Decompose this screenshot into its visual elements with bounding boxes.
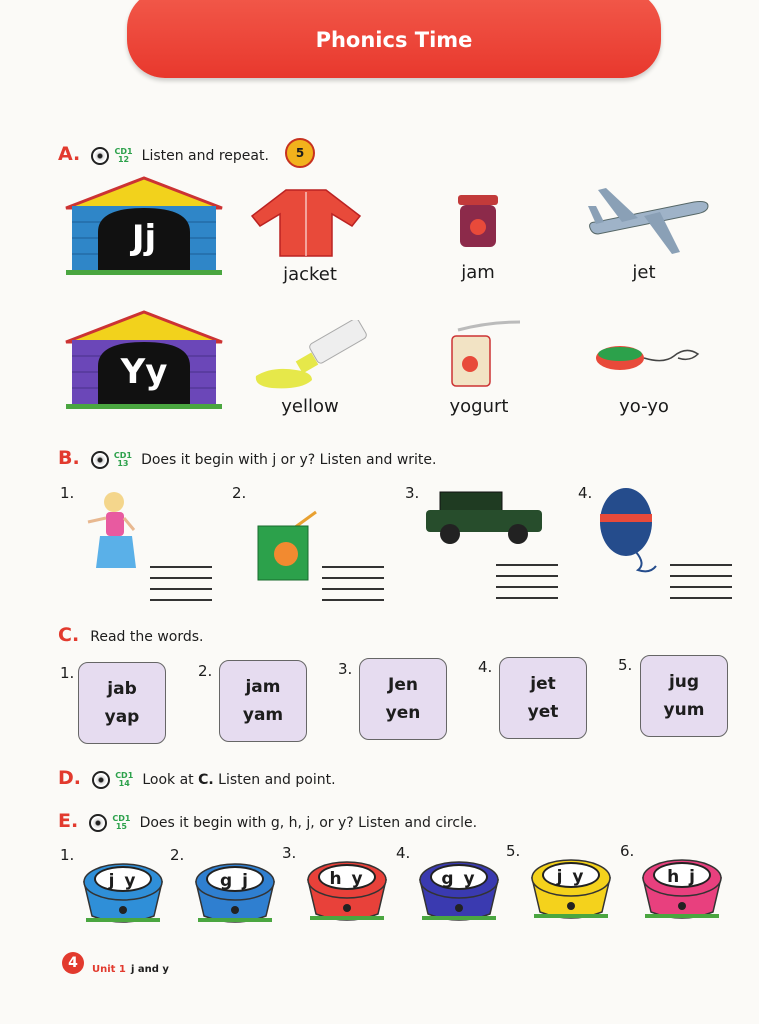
house-jj-label: Jj	[131, 218, 157, 258]
word-yo-yo: yo-yo	[619, 396, 669, 417]
jacket-icon	[250, 186, 362, 258]
cd-icon	[91, 451, 109, 469]
card-number: 4.	[478, 658, 493, 676]
word-jam: jam	[461, 262, 495, 283]
card-word-bottom: yen	[385, 703, 421, 723]
answer-lines[interactable]	[150, 566, 212, 610]
footer-unit	[92, 957, 169, 976]
bowl-option[interactable]	[194, 858, 276, 926]
bowl-number: 6.	[620, 842, 635, 860]
page-title: Phonics Time	[315, 28, 473, 52]
cd-icon	[91, 147, 109, 165]
card-number: 1.	[60, 664, 75, 682]
card-word-bottom: yet	[527, 702, 559, 722]
answer-lines[interactable]	[496, 564, 558, 608]
jumping-girl-icon	[82, 490, 142, 578]
juice-box-icon	[256, 510, 320, 582]
word-yellow: yellow	[281, 396, 339, 417]
card-word-bottom: yam	[242, 705, 284, 725]
cd-track-label: CD1 12	[114, 146, 133, 164]
section-c-header	[58, 624, 203, 646]
bowl-number: 2.	[170, 846, 185, 864]
cd-track-label: CD1 13	[113, 450, 132, 468]
bowl-option[interactable]	[530, 854, 612, 922]
page-number: 4	[62, 952, 84, 974]
house-yy-label: Yy	[120, 352, 168, 392]
word-yogurt: yogurt	[449, 396, 509, 417]
bowl-number: 5.	[506, 842, 521, 860]
word-card	[359, 658, 447, 740]
bowl-option[interactable]	[306, 856, 388, 924]
title-banner	[127, 0, 661, 78]
section-e-header	[58, 810, 477, 832]
answer-lines[interactable]	[322, 566, 384, 610]
cd-track-label: CD1 15	[112, 813, 131, 831]
footer-unit-label: Unit 1	[92, 964, 126, 975]
footer-topic: j and y	[130, 964, 169, 975]
card-word-bottom: yap	[104, 707, 140, 727]
word-jacket: jacket	[283, 264, 337, 285]
section-c-letter: C.	[58, 624, 80, 646]
section-b-header	[58, 447, 436, 469]
section-b-instruction: Does it begin with j or y? Listen and write.	[141, 452, 437, 468]
headphones-icon	[285, 138, 315, 168]
yellow-paint-icon	[252, 320, 370, 390]
item-number: 2.	[232, 484, 247, 502]
card-word-top: Jen	[388, 675, 418, 695]
section-a-header	[58, 143, 269, 165]
jet-plane-icon	[584, 186, 712, 256]
word-card	[499, 657, 587, 739]
bowl-letters: h y	[318, 864, 376, 890]
cd-track-label: CD1 14	[115, 770, 134, 788]
word-jet: jet	[632, 262, 656, 283]
word-card	[640, 655, 728, 737]
section-d-instruction: Look at C. Listen and point.	[142, 772, 336, 788]
section-c-instruction: Read the words.	[90, 629, 204, 645]
item-number: 1.	[60, 484, 75, 502]
answer-lines[interactable]	[670, 564, 732, 608]
section-b-letter: B.	[58, 447, 80, 469]
item-number: 4.	[578, 484, 593, 502]
word-card	[219, 660, 307, 742]
section-d-header	[58, 767, 336, 789]
yo-yo-icon	[594, 342, 706, 376]
card-word-top: jab	[107, 679, 137, 699]
section-e-instruction: Does it begin with g, h, j, or y? Listen and circle.	[139, 815, 478, 831]
bowl-option[interactable]	[641, 854, 723, 922]
card-word-bottom: yum	[663, 700, 705, 720]
bowl-letters: g y	[430, 864, 488, 890]
bowl-number: 3.	[282, 844, 297, 862]
card-number: 5.	[618, 656, 633, 674]
section-a-letter: A.	[58, 143, 81, 165]
bowl-letters: j y	[94, 866, 152, 892]
track-badge: 5	[295, 146, 305, 160]
section-a-instruction: Listen and repeat.	[141, 148, 269, 164]
yogurt-icon	[448, 318, 524, 390]
yarn-icon	[596, 486, 660, 574]
section-e-letter: E.	[58, 810, 79, 832]
bowl-option[interactable]	[82, 858, 164, 926]
bowl-number: 4.	[396, 844, 411, 862]
cd-icon	[92, 771, 110, 789]
jam-jar-icon	[456, 193, 500, 249]
card-number: 2.	[198, 662, 213, 680]
bowl-letters: j y	[542, 862, 600, 888]
card-word-top: jam	[245, 677, 281, 697]
card-number: 3.	[338, 660, 353, 678]
bowl-letters: g j	[206, 866, 264, 892]
cd-icon	[89, 814, 107, 832]
bowl-option[interactable]	[418, 856, 500, 924]
card-word-top: jug	[668, 672, 700, 692]
jeep-icon	[422, 488, 546, 548]
item-number: 3.	[405, 484, 420, 502]
card-word-top: jet	[530, 674, 556, 694]
bowl-letters: h j	[653, 862, 711, 888]
section-d-letter: D.	[58, 767, 81, 789]
word-card	[78, 662, 166, 744]
bowl-number: 1.	[60, 846, 75, 864]
